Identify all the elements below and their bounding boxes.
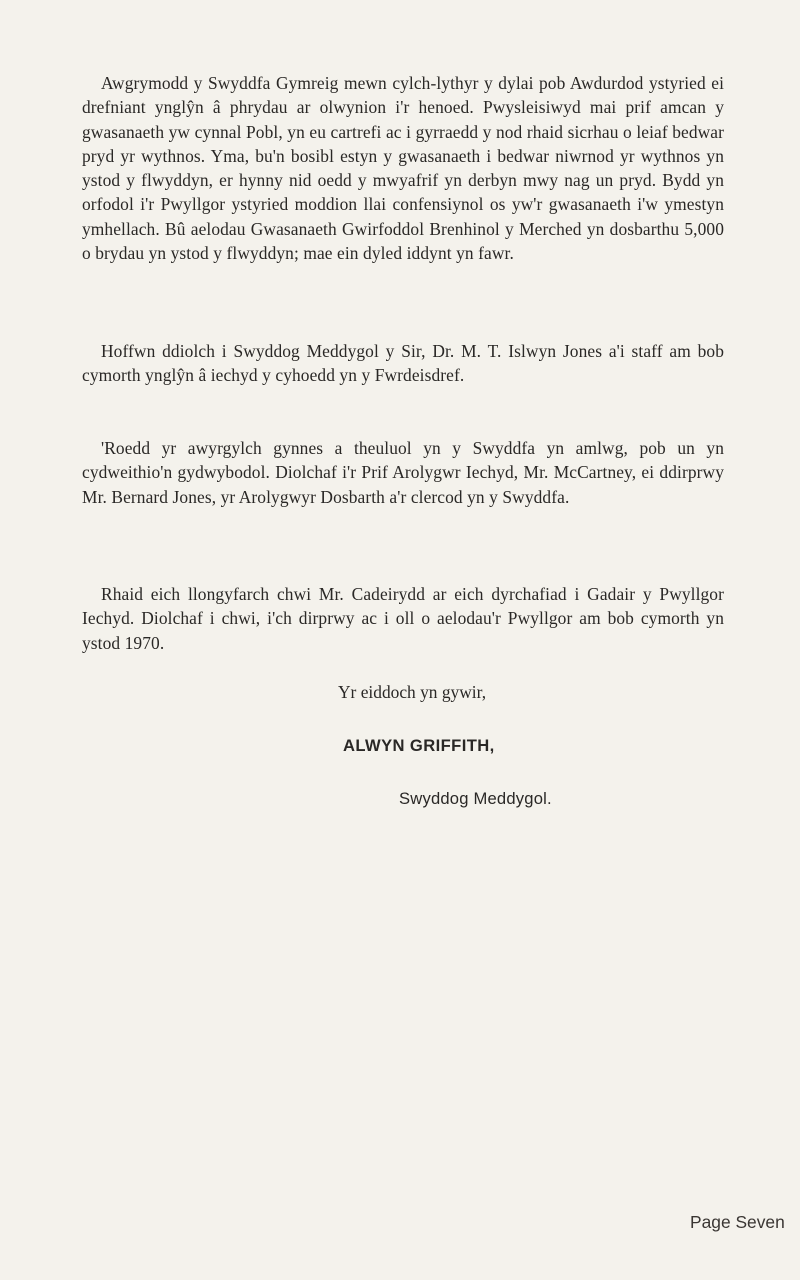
paragraph-thanks-county-medical-officer: Hoffwn ddiolch i Swyddog Meddygol y Sir, Dr. M. T. Islwyn Jones a'i staff am bob cymorth ynglŷn â iechyd y cyhoedd yn y Fwrdeisdref.: [82, 341, 724, 386]
page-number: Page Seven: [690, 1212, 785, 1232]
paragraph-chairman-congratulations: Rhaid eich llongyfarch chwi Mr. Cadeirydd ar eich dyrchafiad i Gadair y Pwyllgor Iechyd. Diolchaf i chwi, i'ch dirprwy ac i oll o aelodau'r Pwyllgor am bob cymorth yn ystod 1970.: [82, 584, 724, 653]
paragraph-office-staff-thanks: 'Roedd yr awyrgylch gynnes a theuluol yn y Swyddfa yn amlwg, pob un yn cydweithio'n gydwybodol. Diolchaf i'r Prif Arolygwr Iechyd, Mr. McCartney, ei ddirprwy Mr. Bernard Jones, yr Arolygwyr Dosbarth a'r clercod yn y Swyddfa.: [82, 438, 724, 507]
signature-title: Swyddog Meddygol.: [399, 789, 552, 808]
paragraph-meals-on-wheels: Awgrymodd y Swyddfa Gymreig mewn cylch-lythyr y dylai pob Awdurdod ystyried ei drefniant ynglŷn â phrydau ar olwynion i'r henoed. Pwysleisiwyd mai prif amcan y gwasanaeth yw cynnal Pobl, yn eu cartrefi ac i gyrraedd y nod rhaid sicrhau o leiaf bedwar pryd yr wythnos. Yma, bu'n bosibl estyn y gwasanaeth i bedwar niwrnod yr wythnos yn ystod y flwyddyn, er hynny nid oedd y mwyafrif yn derbyn mwy nag un pryd. Bydd yn orfodol i'r Pwyllgor ystyried moddion llai confensiynol os yw'r gwasanaeth i'w ymestyn ymhellach. Bû aelodau Gwasanaeth Gwirfoddol Brenhinol y Merched yn dosbarthu 5,000 o brydau yn ystod y flwyddyn; mae ein dyled iddynt yn fawr.: [82, 73, 724, 264]
letter-closing: Yr eiddoch yn gywir,: [338, 682, 487, 702]
signature-name: ALWYN GRIFFITH,: [343, 736, 495, 755]
